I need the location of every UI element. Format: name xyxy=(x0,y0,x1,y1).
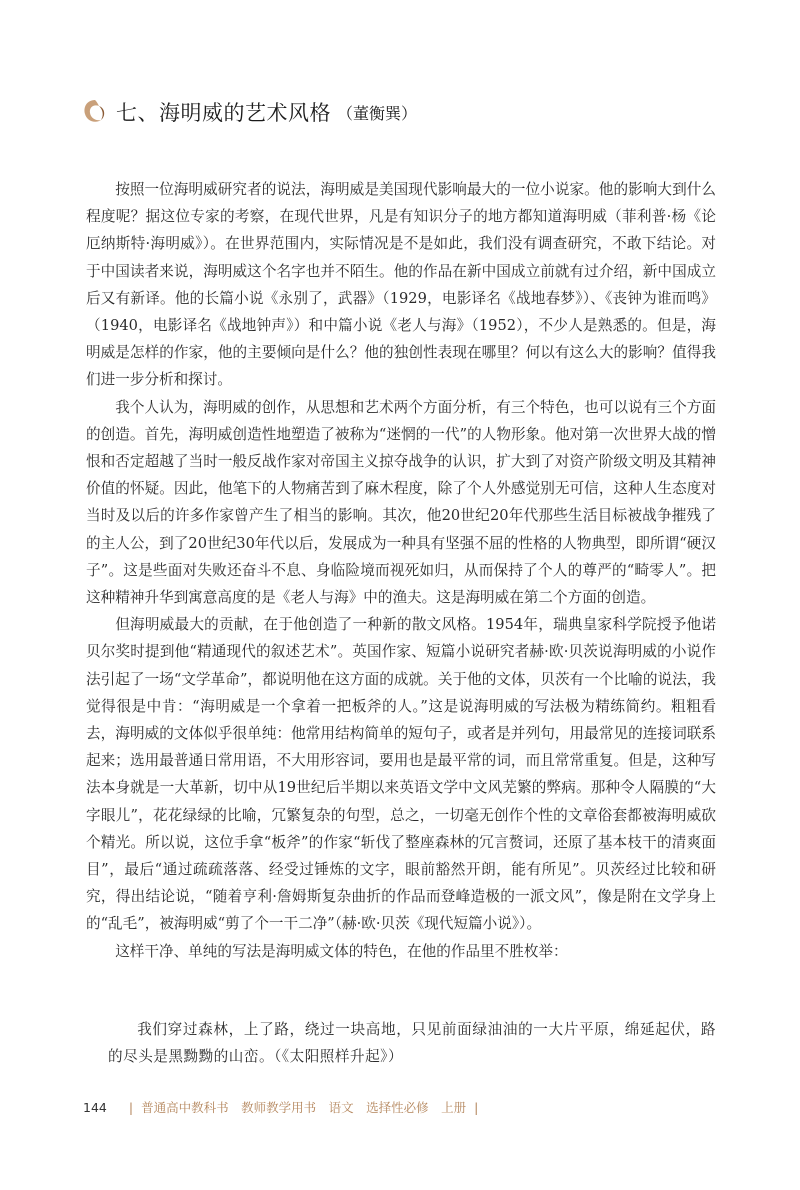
paragraph-3: 但海明威最大的贡献，在于他创造了一种新的散文风格。1954年，瑞典皇家科学院授予他诺贝尔奖时提到他“精通现代的叙述艺术”。英国作家、短篇小说研究者赫·欧·贝茨说海明威的小说作法引起了一场“文学革命”，都说明他在这方面的成就。关于他的文体，贝茨有一个比喻的说法，我觉得很是中肯：“海明威是一个拿着一把板斧的人。”这是说海明威的写法极为精练简约。粗粗看去，海明威的文体似乎很单纯：他常用结构简单的短句子，或者是并列句，用最常见的连接词联系起来；选用最普通日常用语，不大用形容词，要用也是最平常的词，而且常常重复。但是，这种写法本身就是一大革新，切中从19世纪后半期以来英语文学中文风芜繁的弊病。那种令人隔膜的“大字眼儿”，花花绿绿的比喻，冗繁复杂的句型，总之，一切毫无创作个性的文章俗套都被海明威砍个精光。所以说，这位手拿“板斧”的作家“斩伐了整座森林的冗言赘词，还原了基本枝干的清爽面目”，最后“通过疏疏落落、经受过锤炼的文字，眼前豁然开朗，能有所见”。贝茨经过比较和研究，得出结论说，“随着亨利·詹姆斯复杂曲折的作品而登峰造极的一派文风”，像是附在文学身上的“乱毛”，被海明威“剪了个一干二净”（赫·欧·贝茨《现代短篇小说》）。 xyxy=(86,616,716,933)
section-author: （董衡巽） xyxy=(337,103,418,123)
book-title: 普通高中教科书 教师教学用书 语文 选择性必修 上册 xyxy=(141,1100,467,1115)
quotation: 我们穿过森林，上了路，绕过一块高地，只见前面绿油油的一大片平原，绵延起伏，路的尽头是黑黝黝的山峦。（《太阳照样升起》） xyxy=(108,1021,716,1065)
section-header xyxy=(80,94,417,130)
paragraph-2: 我个人认为，海明威的创作，从思想和艺术两个方面分析，有三个特色，也可以说有三个方面的创造。首先，海明威创造性地塑造了被称为“迷惘的一代”的人物形象。他对第一次世界大战的憎恨和否定超越了当时一般反战作家对帝国主义掠夺战争的认识，扩大到了对资产阶级文明及其精神价值的怀疑。因此，他笔下的人物痛苦到了麻木程度，除了个人外感觉别无可信，这种人生态度对当时及以后的许多作家曾产生了相当的影响。其次，他20世纪20年代那些生活目标被战争摧残了的主人公，到了20世纪30年代以后，发展成为一种具有坚强不屈的性格的人物典型，即所谓“硬汉子”。这是些面对失败还奋斗不息、身临险境而视死如归，从而保持了个人的尊严的“畸零人”。把这种精神升华到寓意高度的是《老人与海》中的渔夫。这是海明威在第二个方面的创造。 xyxy=(86,398,716,607)
article-body xyxy=(86,176,716,965)
section-title: 七、海明威的艺术风格 xyxy=(116,101,331,125)
page-footer xyxy=(83,1098,486,1116)
paragraph-1: 按照一位海明威研究者的说法，海明威是美国现代影响最大的一位小说家。他的影响大到什么程度呢？据这位专家的考察，在现代世界，凡是有知识分子的地方都知道海明威（菲利普·杨《论厄纳斯特·海明威》）。在世界范围内，实际情况是不是如此，我们没有调查研究，不敢下结论。对于中国读者来说，海明威这个名字也并不陌生。他的作品在新中国成立前就有过介绍，新中国成立后又有新译。他的长篇小说《永别了，武器》（1929，电影译名《战地春梦》）、《丧钟为谁而鸣》（1940，电影译名《战地钟声》）和中篇小说《老人与海》（1952），不少人是熟悉的。但是，海明威是怎样的作家，他的主要倾向是什么？他的独创性表现在哪里？何以有这么大的影响？值得我们进一步分析和探讨。 xyxy=(86,181,716,389)
page-number: 144 xyxy=(83,1099,107,1115)
paragraph-4: 这样干净、单纯的写法是海明威文体的特色，在他的作品里不胜枚举： xyxy=(115,942,568,960)
section-swirl-icon xyxy=(80,97,110,127)
footer-separator-end: | xyxy=(474,1099,479,1115)
footer-separator: | xyxy=(128,1099,134,1115)
